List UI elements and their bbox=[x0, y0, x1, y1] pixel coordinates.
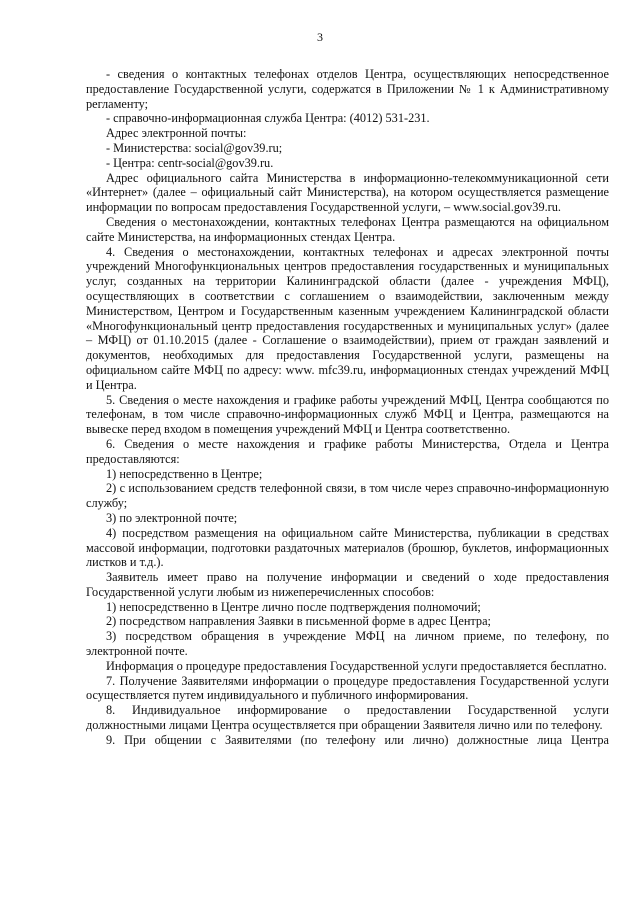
paragraph: Адрес официального сайта Министерства в информационно-телекоммуникационной сети «Интернет» (далее – официальный сайт Министерства), на котором осуществляется размещение информации по вопросам предоставления Государственной услуги, – www.social.gov39.ru. bbox=[86, 170, 609, 215]
paragraph: 9. При общении с Заявителями (по телефону или лично) должностные лица Центра bbox=[106, 732, 609, 747]
paragraph: Сведения о местонахождении, контактных телефонах Центра размещаются на официальном сайте Министерства, на информационных стендах Центра. bbox=[86, 214, 609, 244]
list-item: 3) посредством обращения в учреждение МФЦ на личном приеме, по телефону, по электронной почте. bbox=[86, 629, 609, 659]
document-body bbox=[86, 67, 609, 748]
list-item: 1) непосредственно в Центре лично после подтверждения полномочий; bbox=[106, 599, 481, 614]
paragraph: 4. Сведения о местонахождении, контактных телефонах и адресах электронной почты учреждений Многофункциональных центров предоставления государственных и муниципальных услуг, созданных на территории Калининградской области (далее - учреждения МФЦ), осуществляющих в соответствии с соглашением о взаимодействии, заключенным между Министерством, Центром и Государственным казенным учреждением Калининградской области «Многофункциональный центр предоставления государственных и муниципальных услуг» (далее – МФЦ) от 01.10.2015 (далее - Соглашение о взаимодействии), прием от граждан заявлений и документов, необходимых для предоставления Государственной услуги, размещены на официальном сайте МФЦ по адресу: www. mfc39.ru, информационных стендах учреждений МФЦ и Центра. bbox=[86, 244, 609, 392]
list-item: 1) непосредственно в Центре; bbox=[106, 466, 263, 481]
paragraph: - Министерства: social@gov39.ru; bbox=[106, 140, 283, 155]
list-item: 3) по электронной почте; bbox=[106, 510, 238, 525]
paragraph: Заявитель имеет право на получение информации и сведений о ходе предоставления Государственной услуги любым из нижеперечисленных способов: bbox=[86, 570, 609, 599]
paragraph: 8. Индивидуальное информирование о предоставлении Государственной услуги должностными лицами Центра осуществляется при обращении Заявителя лично или по телефону. bbox=[86, 703, 609, 733]
paragraph: - Центра: centr-social@gov39.ru. bbox=[106, 155, 274, 170]
list-item: 4) посредством размещения на официальном сайте Министерства, публикации в средствах массовой информации, подготовки раздаточных материалов (брошюр, буклетов, информационных листков и т.д.). bbox=[86, 525, 609, 570]
paragraph: - справочно-информационная служба Центра: (4012) 531-231. bbox=[106, 111, 430, 126]
paragraph: 5. Сведения о месте нахождения и графике работы учреждений МФЦ, Центра сообщаются по телефонам, в том числе справочно-информационных служб МФЦ и Центра, размещаются на вывеске перед входом в помещения учреждений МФЦ и Центра соответственно. bbox=[86, 392, 609, 437]
paragraph: Информация о процедуре предоставления Государственной услуги предоставляется бесплатно. bbox=[106, 658, 607, 673]
paragraph: 7. Получение Заявителями информации о процедуре предоставления Государственной услуги осуществляется путем индивидуального и публичного информирования. bbox=[86, 673, 609, 703]
paragraph: - сведения о контактных телефонах отделов Центра, осуществляющих непосредственное предоставление Государственной услуги, содержатся в Приложении № 1 к Административному регламенту; bbox=[86, 67, 609, 111]
paragraph: 6. Сведения о месте нахождения и графике работы Министерства, Отдела и Центра предоставляются: bbox=[86, 436, 609, 466]
list-item: 2) посредством направления Заявки в письменной форме в адрес Центра; bbox=[106, 614, 491, 629]
paragraph: Адрес электронной почты: bbox=[106, 126, 247, 141]
list-item: 2) с использованием средств телефонной связи, в том числе через справочно-информационную службу; bbox=[86, 481, 609, 511]
page-number: 3 bbox=[317, 30, 323, 44]
